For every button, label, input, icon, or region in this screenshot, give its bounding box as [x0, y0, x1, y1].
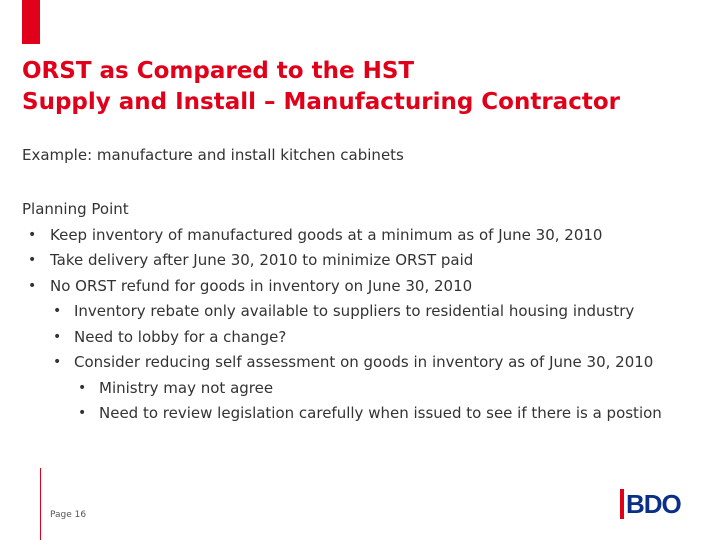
- bullet-text: Keep inventory of manufactured goods at a minimum as of June 30, 2010: [50, 225, 603, 244]
- bullet-icon: •: [28, 277, 37, 294]
- sub-sub-bullet-item: [22, 401, 712, 427]
- sub-bullet-item: [22, 350, 712, 376]
- bullet-icon: •: [78, 379, 87, 396]
- example-text: Example: manufacture and install kitchen cabinets: [22, 146, 404, 164]
- sub-bullet-item: [22, 299, 712, 325]
- bullet-item: [22, 223, 712, 249]
- bullet-item: [22, 274, 712, 300]
- sub-bullet-item: [22, 325, 712, 351]
- sub-sub-bullet-item: [22, 376, 712, 402]
- bullet-icon: •: [53, 328, 62, 345]
- bdo-logo: [620, 489, 681, 519]
- sub-bullet-text: Consider reducing self assessment on goods in inventory as of June 30, 2010: [74, 353, 654, 371]
- title-line-1: ORST as Compared to the HST: [22, 58, 415, 84]
- footer-divider: [40, 468, 41, 540]
- bullet-icon: •: [78, 405, 87, 421]
- logo-text: BDO: [626, 489, 681, 519]
- slide-title: [22, 56, 620, 118]
- bullet-icon: •: [53, 354, 62, 370]
- page-number: Page 16: [50, 510, 87, 520]
- bullet-item: [22, 248, 712, 274]
- bullet-text: No ORST refund for goods in inventory on June 30, 2010: [50, 276, 473, 295]
- sub-bullet-text: Need to lobby for a change?: [74, 327, 287, 346]
- slide-body: [22, 197, 712, 427]
- title-line-2: Supply and Install – Manufacturing Contractor: [22, 89, 620, 115]
- bullet-icon: •: [28, 252, 37, 268]
- sub-bullet-text: Inventory rebate only available to suppliers to residential housing industry: [74, 302, 635, 320]
- logo-red-bar: [620, 489, 624, 519]
- sub-sub-bullet-text: Ministry may not agree: [99, 378, 274, 397]
- sub-sub-bullet-text: Need to review legislation carefully when issued to see if there is a postion: [99, 404, 662, 422]
- bullet-text: Take delivery after June 30, 2010 to minimize ORST paid: [50, 251, 474, 269]
- planning-point-heading: Planning Point: [22, 200, 129, 218]
- top-accent-bar: [22, 0, 40, 44]
- bullet-icon: •: [28, 226, 37, 243]
- bullet-icon: •: [53, 303, 62, 319]
